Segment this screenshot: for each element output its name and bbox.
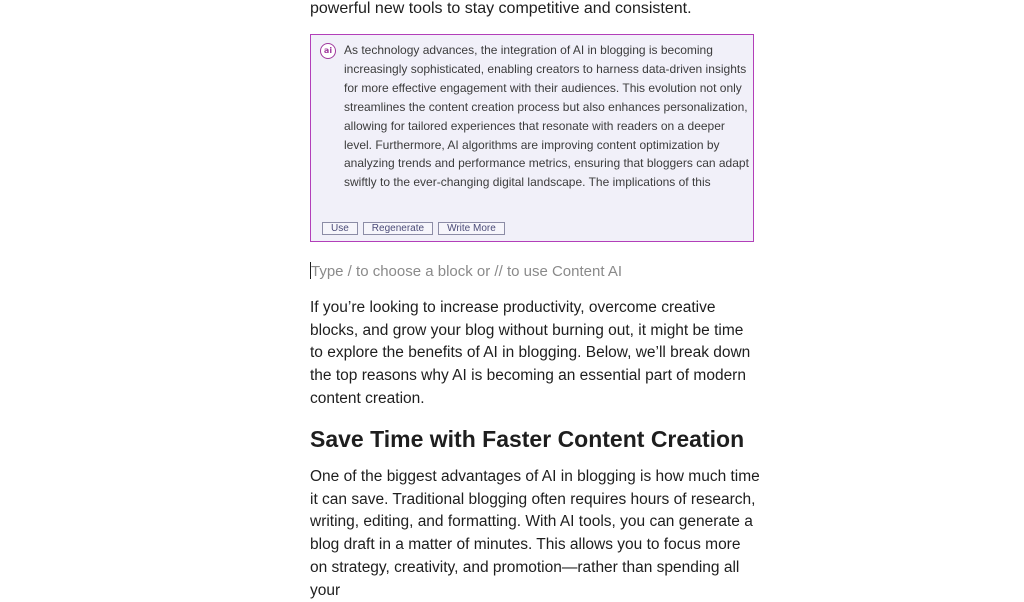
content-paragraph[interactable]: If you’re looking to increase productivity, overcome creative blocks, and grow your blog without burning out, it might be time to explore the benefits of AI in blogging. Below, we’ll break down the top reasons why AI is becoming an essential part of modern content creation. [310,299,751,407]
ai-suggestion-actions [322,222,505,235]
use-button[interactable]: Use [322,222,358,235]
ai-badge-label: ai [323,46,333,55]
ai-badge-icon [320,43,336,59]
content-ai-suggestion-box [310,34,754,242]
ai-suggestion-text: As technology advances, the integration of AI in blogging is becoming increasingly sophisticated, enabling creators to harness data-driven insights for more effective engagement with their audiences. This evolution not only streamlines the content creation process but also enhances personalization, allowing for tailored experiences that resonate with readers on a deeper level. Furthermore, AI algorithms are improving content optimization by analyzing trends and performance metrics, ensuring that bloggers can adapt swiftly to the ever-changing digital landscape. The implications of this [344,43,749,190]
intro-paragraph-tail: powerful new tools to stay competitive and consistent. [310,0,692,17]
write-more-button[interactable]: Write More [438,222,505,235]
empty-block-input[interactable] [310,262,756,282]
section-heading[interactable]: Save Time with Faster Content Creation [310,426,745,452]
block-placeholder: Type / to choose a block or // to use Content AI [311,263,623,280]
regenerate-button[interactable]: Regenerate [363,222,433,235]
content-paragraph[interactable]: One of the biggest advantages of AI in blogging is how much time it can save. Traditional blogging often requires hours of research, writing, editing, and formatting. With AI tools, you can generate a blog draft in a matter of minutes. This allows you to focus more on strategy, creativity, and promotion—rather than spending all your [310,468,760,599]
